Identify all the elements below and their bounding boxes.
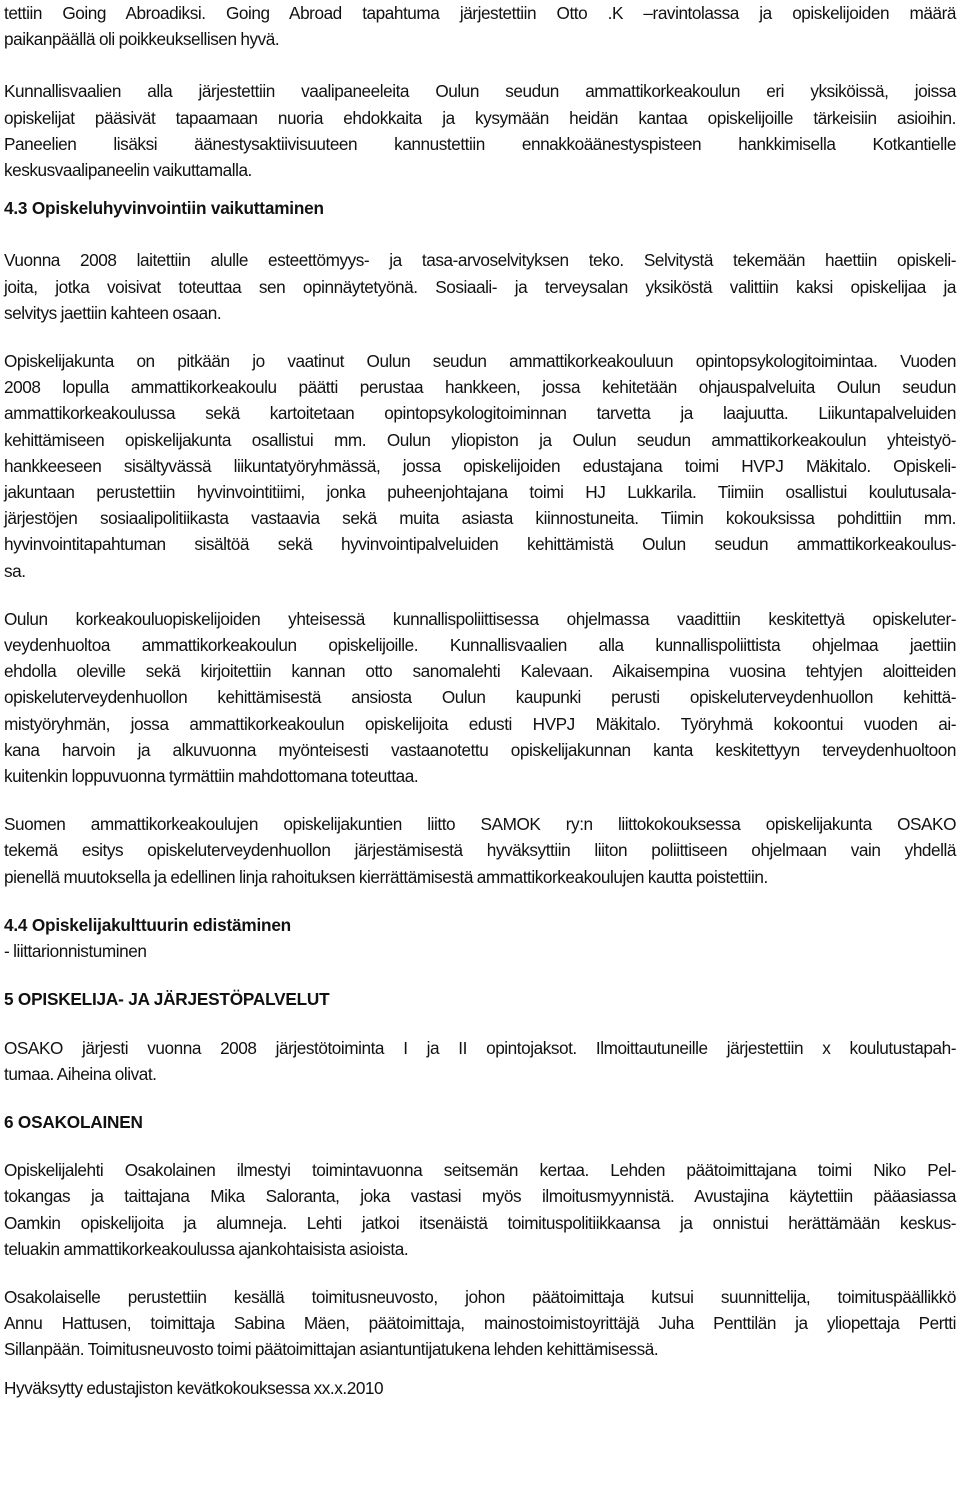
services-paragraph [4, 1035, 956, 1087]
text-line: paikanpäällä oli poikkeuksellisen hyvä. [4, 29, 280, 50]
text-line: järjestöjen sosiaalipolitiikasta vastaavia sekä muita asiasta kiinnostuneita. Tiimin kokouksissa pohdittiin mm. [4, 508, 956, 529]
document-page [4, 0, 956, 1401]
text-line: jakuntaan perustettiin hyvinvointitiimi, jonka puheenjohtajana toimi HJ Lukkarila. Tiimiin osallistui koulutusala- [4, 482, 956, 503]
editorial-board-paragraph [4, 1284, 956, 1363]
text-line: Annu Hattusen, toimittaja Sabina Mäen, päätoimittaja, mainostoimistoyrittäjä Juha Penttilän ja yliopettaja Pertti [4, 1313, 956, 1334]
section-heading-4-3: 4.3 Opiskeluhyvinvointiin vaikuttaminen [4, 198, 324, 219]
section-heading-6: 6 OSAKOLAINEN [4, 1111, 143, 1132]
magazine-paragraph [4, 1157, 956, 1262]
text-line: Vuonna 2008 laitettiin alulle esteettömyys- ja tasa-arvoselvityksen teko. Selvitystä tekemään haettiin opiskeli- [4, 250, 956, 271]
text-line: Opiskelijalehti Osakolainen ilmestyi toimintavuonna seitsemän kertaa. Lehden päätoimittajana toimi Niko Pel- [4, 1160, 956, 1181]
text-line: selvitys jaettiin kahteen osaan. [4, 302, 222, 323]
text-line: teluakin ammattikorkeakoulussa ajankohtaisista asioista. [4, 1238, 409, 1259]
text-line: kuitenkin loppuvuonna tyrmättiin mahdottomana toteuttaa. [4, 766, 419, 787]
section-heading-5: 5 OPISKELIJA- JA JÄRJESTÖPALVELUT [4, 989, 330, 1010]
going-abroad-paragraph [4, 0, 956, 52]
text-line: Opiskelijakunta on pitkään jo vaatinut Oulun seudun ammattikorkeakouluun opintopsykologitoimintaa. Vuoden [4, 351, 956, 372]
text-line: kana harvoin ja alkuvuonna myönteisesti vastaanotettu opiskelijakunnan kanta keskitettyyn terveydenhuoltoon [4, 739, 956, 760]
text-line: pienellä muutoksella ja edellinen linja rahoituksen kierrättämisestä ammattikorkeakoulujen kautta poistettiin. [4, 866, 768, 887]
samok-paragraph [4, 811, 956, 890]
text-line: tettiin Going Abroadiksi. Going Abroad tapahtuma järjestettiin Otto .K –ravintolassa ja opiskelijoiden määrä [4, 3, 956, 23]
text-line: ammattikorkeakoulussa sekä kartoitetaan opintopsykologitoiminnan tarvetta ja laajuutta. Liikuntapalveluiden [4, 403, 956, 424]
footer-text: Hyväksytty edustajiston kevätkokouksessa xx.x.2010 [4, 1377, 384, 1398]
text-line: OSAKO järjesti vuonna 2008 järjestötoiminta I ja II opintojaksot. Ilmoittautuneille järjestettiin x koulutustapah- [4, 1037, 956, 1058]
text-line: hyvinvointitapahtuman sisältöä sekä hyvinvointipalveluiden kehittämistä Oulun seudun ammattikorkeakoulus- [4, 534, 956, 555]
text-line: sa. [4, 560, 26, 581]
text-line: Kunnallisvaalien alla järjestettiin vaalipaneeleita Oulun seudun ammattikorkeakoulun eri yksiköissä, joissa [4, 81, 956, 102]
text-line: tumaa. Aiheina olivat. [4, 1063, 157, 1084]
text-line: ehdolla oleville sekä kirjoitettiin kannan otto sanomalehti Kalevaan. Aikaisempina vuosina tehtyjen aloitteiden [4, 661, 956, 682]
text-line: Osakolaiselle perustettiin kesällä toimitusneuvosto, johon päätoimittaja kutsui suunnittelija, toimituspäällikkö [4, 1286, 956, 1307]
text-line: Oamkin opiskelijoita ja alumneja. Lehti jatkoi itsenäistä toimituspolitiikkaansa ja onnistui herättämään keskus- [4, 1212, 956, 1233]
text-line: 2008 lopulla ammattikorkeakoulu päätti perustaa hankkeen, jossa kehitetään ohjauspalveluita Oulun seudun [4, 377, 956, 398]
approval-footer [4, 1375, 956, 1401]
section-heading-4-4: 4.4 Opiskelijakulttuurin edistäminen [4, 914, 291, 935]
text-line: hankkeeseen sisältyvässä liikuntatyöryhmässä, jossa opiskelijoiden edustajana toimi HVPJ Mäkitalo. Opiskeli- [4, 455, 956, 476]
text-line: - liittarionnistuminen [4, 941, 147, 962]
text-line: opiskelijat pääsivät tapaamaan nuoria ehdokkaita ja kysymään heidän kantaa opiskelijoille tärkeisiin asioihin. [4, 107, 956, 128]
text-line: keskusvaalipaneelin vaikuttamalla. [4, 160, 252, 181]
text-line: Paneelien lisäksi äänestysaktiivisuuteen kannustettiin ennakkoäänestyspisteen hankkimisella Kotkantielle [4, 133, 956, 154]
text-line: veydenhuoltoa ammattikorkeakoulun opiskelijoille. Kunnallisvaalien alla kunnallispoliittista ohjelmaa jaettiin [4, 635, 956, 656]
text-line: Sillanpään. Toimitusneuvosto toimi päätoimittajan asiantuntijatukena lehden kehittämisessä. [4, 1339, 659, 1360]
text-line: Suomen ammattikorkeakoulujen opiskelijakuntien liitto SAMOK ry:n liittokokouksessa opiskelijakunta OSAKO [4, 814, 956, 835]
text-line: opiskeluterveydenhuollon kehittämisestä ansiosta Oulun kaupunki perusti opiskeluterveydenhuollon kehittä- [4, 687, 956, 708]
health-care-paragraph [4, 606, 956, 789]
psychology-paragraph [4, 348, 956, 584]
text-line: mistyöryhmän, jossa ammattikorkeakoulun opiskelijoita edusti HVPJ Mäkitalo. Työryhmä kokoontui vuoden ai- [4, 713, 956, 734]
culture-line [4, 938, 956, 964]
text-line: tokangas ja taittajana Mika Saloranta, joka vastasi myös ilmoitusmyynnistä. Avustajina käytettiin pääasiassa [4, 1186, 956, 1207]
text-line: tekemä esitys opiskeluterveydenhuollon järjestämisestä hyväksyttiin liiton poliittiseen ohjelmaan vain yhdellä [4, 840, 956, 861]
accessibility-paragraph [4, 247, 956, 326]
elections-paragraph [4, 78, 956, 183]
text-line: joita, jotka voisivat toteuttaa sen opinnäytetyönä. Sosiaali- ja terveysalan yksiköstä valittiin kaksi opiskelijaa ja [4, 276, 956, 297]
text-line: kehittämiseen opiskelijakunta osallistui mm. Oulun yliopiston ja Oulun seudun ammattikorkeakoulun yhteistyö- [4, 429, 956, 450]
text-line: Oulun korkeakouluopiskelijoiden yhteisessä kunnallispoliittisessa ohjelmassa vaadittiin keskitettyä opiskeluter- [4, 608, 956, 629]
